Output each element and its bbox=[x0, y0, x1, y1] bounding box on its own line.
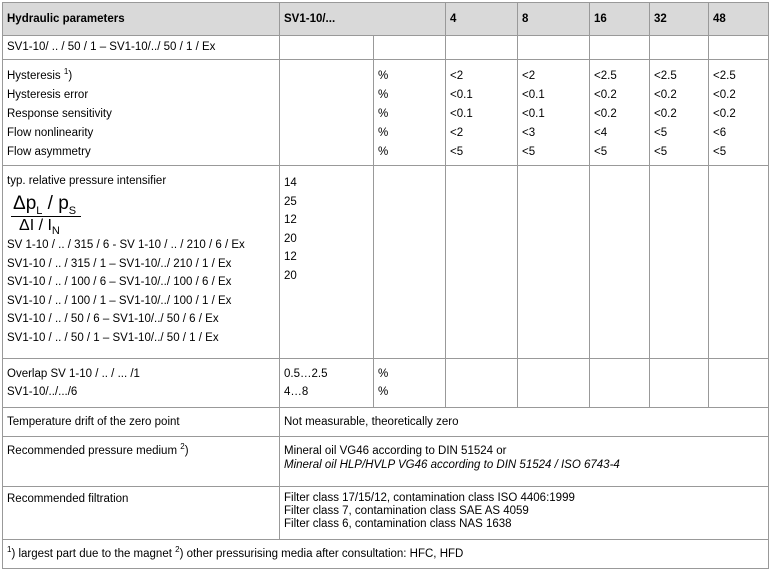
pressure-row-label: SV1-10 / .. / 50 / 6 – SV1-10/../ 50 / 6 / Ex bbox=[7, 313, 219, 326]
header-size-16: 16 bbox=[590, 3, 650, 36]
temperature-label: Temperature drift of the zero point bbox=[3, 408, 280, 437]
footnote-row bbox=[3, 540, 769, 569]
footnote: $^1$) largest part due to the magnet $^2$) other pressurising media after consultation: HFC, HFD bbox=[3, 540, 769, 569]
param-label: Hysteresis $^1$) bbox=[7, 67, 73, 82]
pressure-row-label: SV1-10 / .. / 315 / 1 – SV1-10/../ 210 / 1 / Ex bbox=[7, 257, 232, 270]
pressure-labels bbox=[3, 166, 280, 359]
params-col-8: <2 <0.1 <0.1 <3 <5 bbox=[518, 60, 590, 166]
params-row bbox=[3, 60, 769, 166]
params-col-32: <2.5 <0.2 <0.2 <5 <5 bbox=[650, 60, 709, 166]
hydraulic-parameters-table bbox=[2, 2, 769, 569]
params-col-16: <2.5 <0.2 <0.2 <4 <5 bbox=[590, 60, 650, 166]
pressure-medium-row bbox=[3, 437, 769, 487]
param-label: Flow nonlinearity bbox=[7, 127, 94, 139]
filtration-label: Recommended filtration bbox=[3, 487, 280, 540]
header-title: Hydraulic parameters bbox=[3, 3, 280, 36]
header-row bbox=[3, 3, 769, 36]
pressure-values: 14 25 12 20 12 20 bbox=[280, 166, 374, 359]
model-label: SV1-10/ .. / 50 / 1 – SV1-10/../ 50 / 1 / Ex bbox=[3, 36, 280, 60]
pressure-row-label: SV 1-10 / .. / 315 / 6 - SV 1-10 / .. / 210 / 6 / Ex bbox=[7, 239, 245, 251]
pressure-row-label: SV1-10 / .. / 50 / 1 – SV1-10/../ 50 / 1 / Ex bbox=[7, 331, 219, 344]
pressure-title: typ. relative pressure intensifier bbox=[7, 175, 167, 187]
param-label: Flow asymmetry bbox=[7, 146, 91, 158]
header-size-4: 4 bbox=[446, 3, 518, 36]
overlap-units: % % bbox=[374, 359, 446, 408]
pressure-row-label: SV1-10 / .. / 100 / 1 – SV1-10/../ 100 / 1 / Ex bbox=[7, 294, 232, 307]
medium-value: Mineral oil VG46 according to DIN 51524 or Mineral oil HLP/HVLP VG46 according to DIN 51524 / ISO 6743-4 bbox=[280, 437, 769, 487]
filtration-row bbox=[3, 487, 769, 540]
param-label: Response sensitivity bbox=[7, 108, 112, 120]
medium-label: Recommended pressure medium $^2$) bbox=[3, 437, 280, 487]
header-size-32: 32 bbox=[650, 3, 709, 36]
pressure-row-label: SV1-10 / .. / 100 / 6 – SV1-10/../ 100 / 6 / Ex bbox=[7, 276, 232, 289]
header-size-8: 8 bbox=[518, 3, 590, 36]
temperature-value: Not measurable, theoretically zero bbox=[280, 408, 769, 437]
pressure-formula: $\Delta p_L / p_S$ ΔI / $I_N$ bbox=[7, 194, 107, 236]
pressure-intensifier-row bbox=[3, 166, 769, 359]
params-col-4: <2 <0.1 <0.1 <2 <5 bbox=[446, 60, 518, 166]
header-model: SV1-10/... bbox=[280, 3, 446, 36]
model-row bbox=[3, 36, 769, 60]
params-units: % % % % % bbox=[374, 60, 446, 166]
temperature-row bbox=[3, 408, 769, 437]
params-col-48: <2.5 <0.2 <0.2 <6 <5 bbox=[709, 60, 769, 166]
param-label: Hysteresis error bbox=[7, 89, 89, 101]
params-labels bbox=[3, 60, 280, 166]
overlap-labels: Overlap SV 1-10 / .. / ... /1 SV1-10/../.../6 bbox=[3, 359, 280, 408]
overlap-row bbox=[3, 359, 769, 408]
filtration-value: Filter class 17/15/12, contamination class ISO 4406:1999 Filter class 7, contamination class SAE AS 4059 Filter class 6, contamination class NAS 1638 bbox=[280, 487, 769, 540]
overlap-values: 0.5…2.5 4…8 bbox=[280, 359, 374, 408]
header-size-48: 48 bbox=[709, 3, 769, 36]
